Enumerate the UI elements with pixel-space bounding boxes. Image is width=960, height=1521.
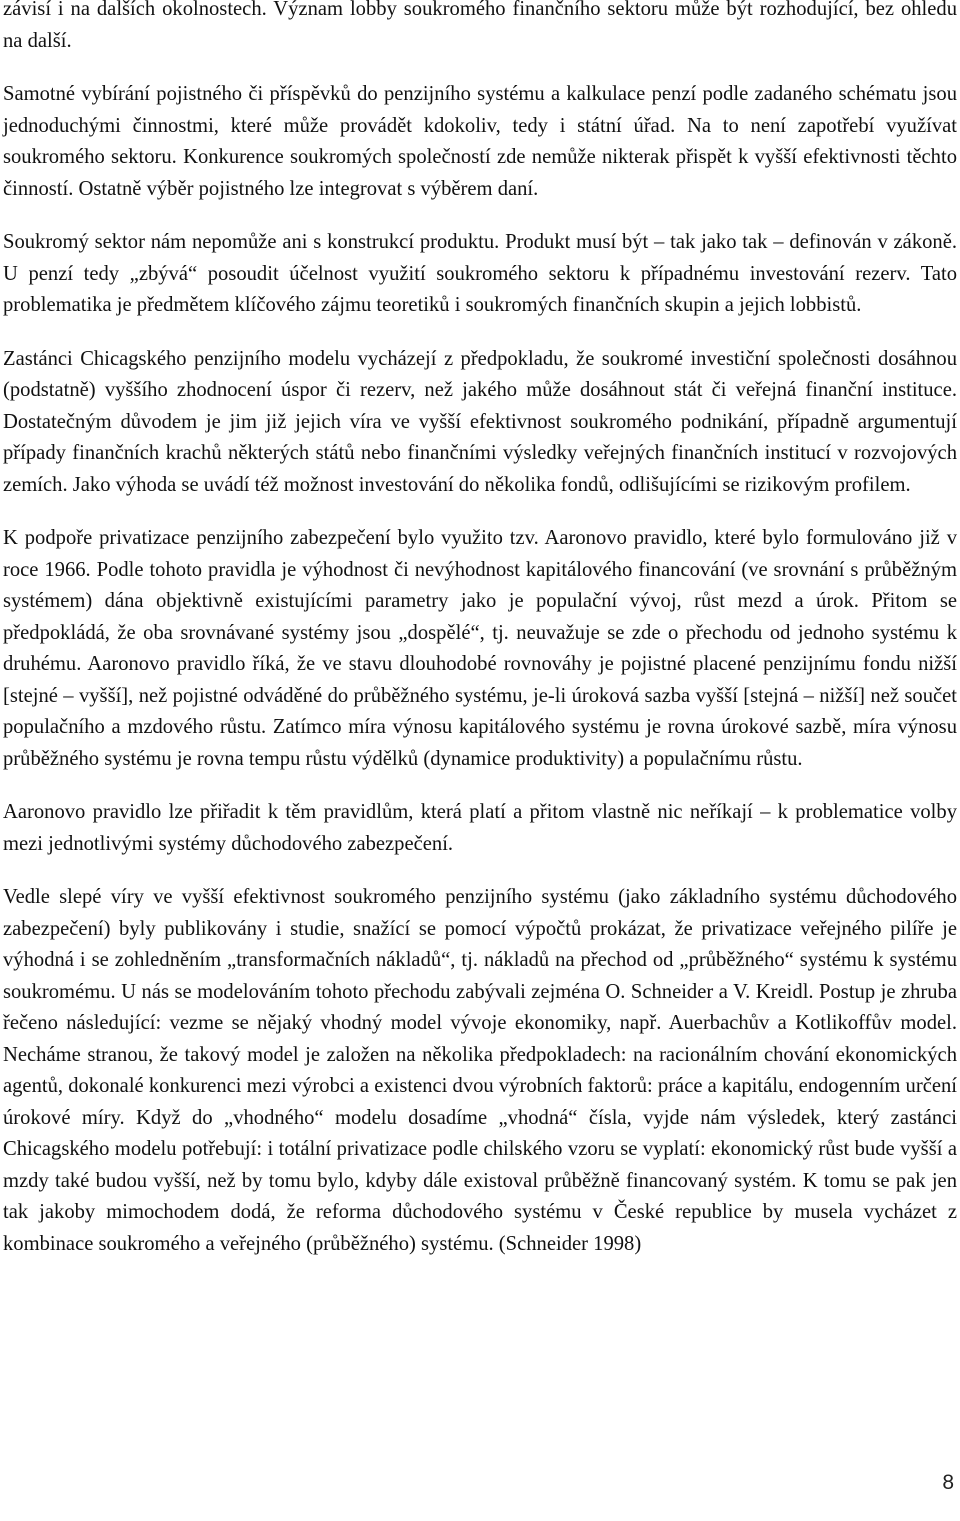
paragraph-7: Vedle slepé víry ve vyšší efektivnost soukromého penzijního systému (jako základního systému důchodového zabezpečení) byly publikovány i studie, snažící se pomocí výpočtů prokázat, že privatizace veřejného pilíře je výhodná i se zohledněním „transformačních nákladů“, tj. nákladů na přechod od „průběžného“ systému k systému soukromému. U nás se modelováním tohoto přechodu zabývali zejména O. Schneider a V. Kreidl. Postup je zhruba řečeno následující: vezme se nějaký vhodný model vývoje ekonomiky, např. Auerbachův a Kotlikoffův model. Necháme stranou, že takový model je založen na několika předpokladech: na racionálním chování ekonomických agentů, dokonalé konkurenci mezi výrobci a existenci dvou výrobních faktorů: práce a kapitálu, endogenním určení úrokové míry. Když do „vhodného“ modelu dosadíme „vhodná“ čísla, vyjde nám výsledek, který zastánci Chicagského modelu potřebují: i totální privatizace podle chilského vzoru se vyplatí: ekonomický růst bude vyšší a mzdy také budou vyšší, než by tomu bylo, kdyby dále existoval průběžně financovaný systém. K tomu se pak jen tak jakoby mimochodem dodá, že reforma důchodového systému v České republice by musela vycházet z kombinace soukromého a veřejného (průběžného) systému. (Schneider 1998) (3, 886, 957, 1255)
page-number: 8 (942, 1471, 954, 1494)
paragraph-1: závisí i na dalších okolnostech. Význam lobby soukromého finančního sektoru může být rozhodující, bez ohledu na další. (3, 0, 957, 52)
paragraph-2: Samotné vybírání pojistného či příspěvků do penzijního systému a kalkulace penzí podle zadaného schématu jsou jednoduchými činnostmi, které může provádět kdokoliv, tedy i státní úřad. Na to není zapotřebí využívat soukromého sektoru. Konkurence soukromých společností zde nemůže nikterak přispět k vyšší efektivnosti těchto činností. Ostatně výběr pojistného lze integrovat s výběrem daní. (3, 83, 957, 200)
text-column (3, 0, 957, 1282)
paragraph-6: Aaronovo pravidlo lze přiřadit k těm pravidlům, která platí a přitom vlastně nic neříkají – k problematice volby mezi jednotlivými systémy důchodového zabezpečení. (3, 801, 957, 855)
paragraph-5: K podpoře privatizace penzijního zabezpečení bylo využito tzv. Aaronovo pravidlo, které bylo formulováno již v roce 1966. Podle tohoto pravidla je výhodnost či nevýhodnost kapitálového financování (ve srovnání s průběžným systémem) dána objektivně existujícími parametry jako je populační vývoj, růst mezd a úrok. Přitom se předpokládá, že oba srovnávané systémy jsou „dospělé“, tj. neuvažuje se zde o přechodu od jednoho systému k druhému. Aaronovo pravidlo říká, že ve stavu dlouhodobé rovnováhy je pojistné placené penzijnímu fondu nižší [stejné – vyšší], než pojistné odváděné do průběžného systému, je-li úroková sazba vyšší [stejná – nižší] než součet populačního a mzdového růstu. Zatímco míra výnosu kapitálového systému je rovna úrokové sazbě, míra výnosu průběžného systému je rovna tempu růstu výdělků (dynamice produktivity) a populačnímu růstu. (3, 527, 957, 770)
paragraph-3: Soukromý sektor nám nepomůže ani s konstrukcí produktu. Produkt musí být – tak jako tak – definován v zákoně. U penzí tedy „zbývá“ posoudit účelnost využití soukromého sektoru k případnému investování rezerv. Tato problematika je předmětem klíčového zájmu teoretiků i soukromých finančních skupin a jejich lobbistů. (3, 231, 957, 316)
paragraph-4: Zastánci Chicagského penzijního modelu vycházejí z předpokladu, že soukromé investiční společnosti dosáhnou (podstatně) vyššího zhodnocení úspor či rezerv, než jakého může dosáhnout stát či veřejná finanční instituce. Dostatečným důvodem je jim již jejich víra ve vyšší efektivnost soukromého podnikání, případně argumentují případy finančních krachů některých států nebo finančními výsledky veřejných finančních institucí v rozvojových zemích. Jako výhoda se uvádí též možnost investování do několika fondů, odlišujícími se rizikovým profilem. (3, 347, 957, 496)
